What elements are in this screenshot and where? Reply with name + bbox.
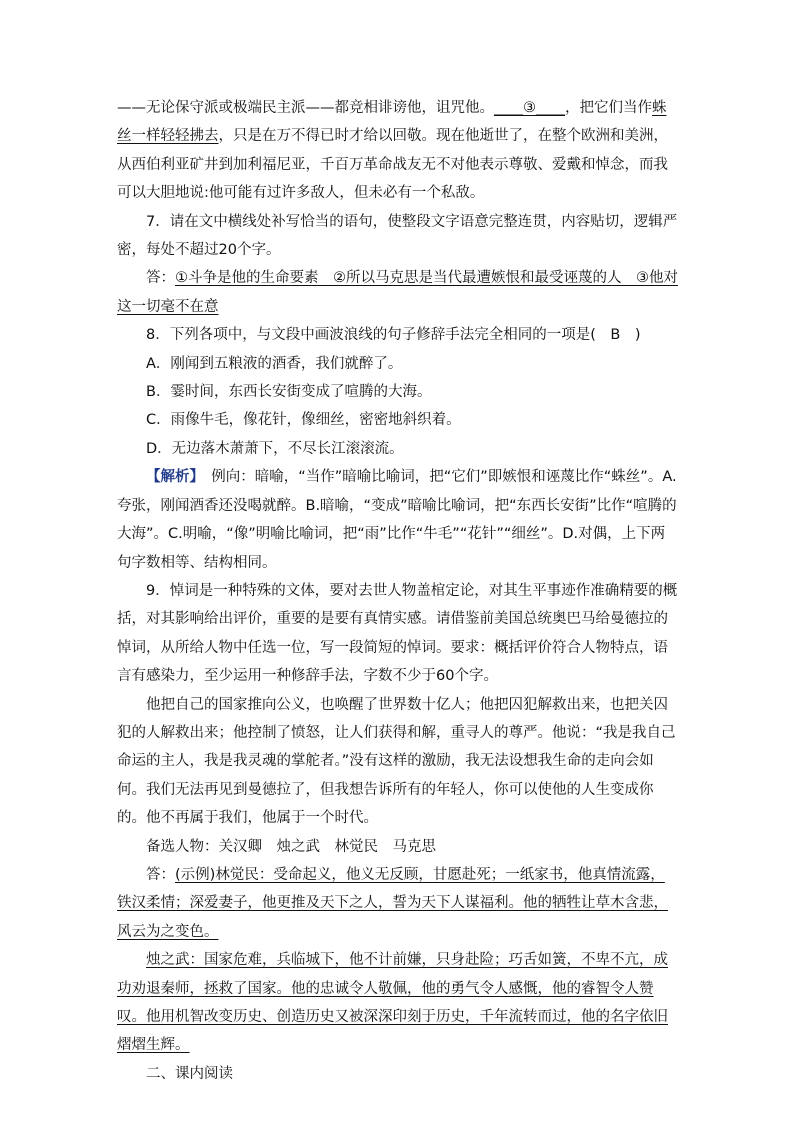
wavy-underlined-sentence: 蛛丝一样轻轻拂去 [117, 100, 667, 145]
answer-label: 答： [146, 866, 175, 883]
fill-blank-3: ____③____ [494, 100, 565, 116]
option-b: B．霎时间，东西长安街变成了喧腾的大海。 [146, 384, 432, 401]
sample-eulogy: 他把自己的国家推向公义，也唤醒了世界数十亿人；他把囚犯解救出来，也把关囚犯的人解救出来；他控制了愤怒，让人们获得和解，重寻人的尊严。他说：“我是我自己命运的主人，我是我灵魂的掌舵者。”没有这样的激励，我无法设想我生命的走向会如何。我们无法再见到曼德拉了，但我想告诉所有的年轻人，你可以使他的人生变成你的。他不再属于我们，他属于一个时代。 [117, 696, 676, 827]
analysis-label: 【解析】 [146, 469, 197, 486]
question-9: 9．悼词是一种特殊的文体，要对去世人物盖棺定论，对其生平事迹作准确精要的概括，对其影响给出评价，重要的是要有真情实感。请借鉴前美国总统奥巴马给曼德拉的悼词，从所给人物中任选一位，写一段简短的悼词。要求：概括评价符合人物特点，语言有感染力，至少运用一种修辞手法，字数不少于60个字。 [117, 582, 678, 685]
analysis-8 [117, 463, 679, 577]
option-d: D．无边落木萧萧下，不尽长江滚滚流。 [146, 440, 404, 457]
option-a: A．刚闻到五粮液的酒香，我们就醉了。 [146, 355, 403, 372]
section-heading: 二、课内阅读 [146, 1065, 233, 1082]
question-8: 8．下列各项中，与文段中画波浪线的句子修辞手法完全相同的一项是( B ) [146, 327, 641, 344]
document-page [117, 94, 679, 1088]
answer-7 [117, 264, 679, 321]
answer-9-part1 [117, 861, 679, 946]
answer-label: 答： [146, 270, 175, 287]
answer-text: ①斗争是他的生命要素 ②所以马克思是当代最遭嫉恨和最受诬蔑的人 ③他对这一切毫不在意 [117, 270, 678, 315]
answer-text: 烛之武：国家危难，兵临城下，他不计前嫌，只身赴险；巧舌如簧，不卑不亢，成功劝退秦师，拯救了国家。他的忠诚令人敬佩，他的勇气令人感慨，他的睿智令人赞叹。他用机智改变历史、创造历史又被深深印刻于历史，千年流转而过，他的名字依旧熠熠生辉。 [117, 952, 668, 1054]
candidate-list: 备选人物：关汉卿 烛之武 林觉民 马克思 [146, 838, 436, 855]
option-c: C．雨像牛毛，像花针，像细丝，密密地斜织着。 [146, 412, 461, 429]
passage-tail [117, 94, 679, 208]
answer-9-part2 [117, 946, 679, 1060]
passage-segment: ——无论保守派或极端民主派——都竞相诽谤他，诅咒他。 [117, 100, 494, 116]
passage-segment: ，把它们当作 [565, 100, 652, 116]
passage-segment: ，只是在万不得已时才给以回敬。现在他逝世了，在整个欧洲和美洲，从西伯利亚矿井到加利福尼亚，千百万革命战友无不对他表示尊敬、爱戴和悼念，而我可以大胆地说:他可能有过许多敌人，但未必有一个私敌。 [117, 128, 668, 202]
question-7: 7．请在文中横线处补写恰当的语句，使整段文字语意完整连贯，内容贴切，逻辑严密，每处不超过20个字。 [117, 213, 678, 259]
analysis-text: 例向：暗喻，“当作”暗喻比喻词，把“它们”即嫉恨和诬蔑比作“蛛丝”。A.夸张，刚闻酒香还没喝就醉。B.暗喻，“变成”暗喻比喻词，把“东西长安街”比作“喧腾的大海”。C.明喻，“像”明喻比喻词，把“雨”比作“牛毛”“花针”“细丝”。D.对偶，上下两句字数相等、结构相同。 [117, 469, 677, 571]
answer-text: (示例)林觉民：受命起义，他义无反顾，甘愿赴死；一纸家书，他真情流露，铁汉柔情；深爱妻子，他更推及天下之人，誓为天下人谋福利。他的牺牲让草木含悲，风云为之变色。 [117, 866, 668, 940]
